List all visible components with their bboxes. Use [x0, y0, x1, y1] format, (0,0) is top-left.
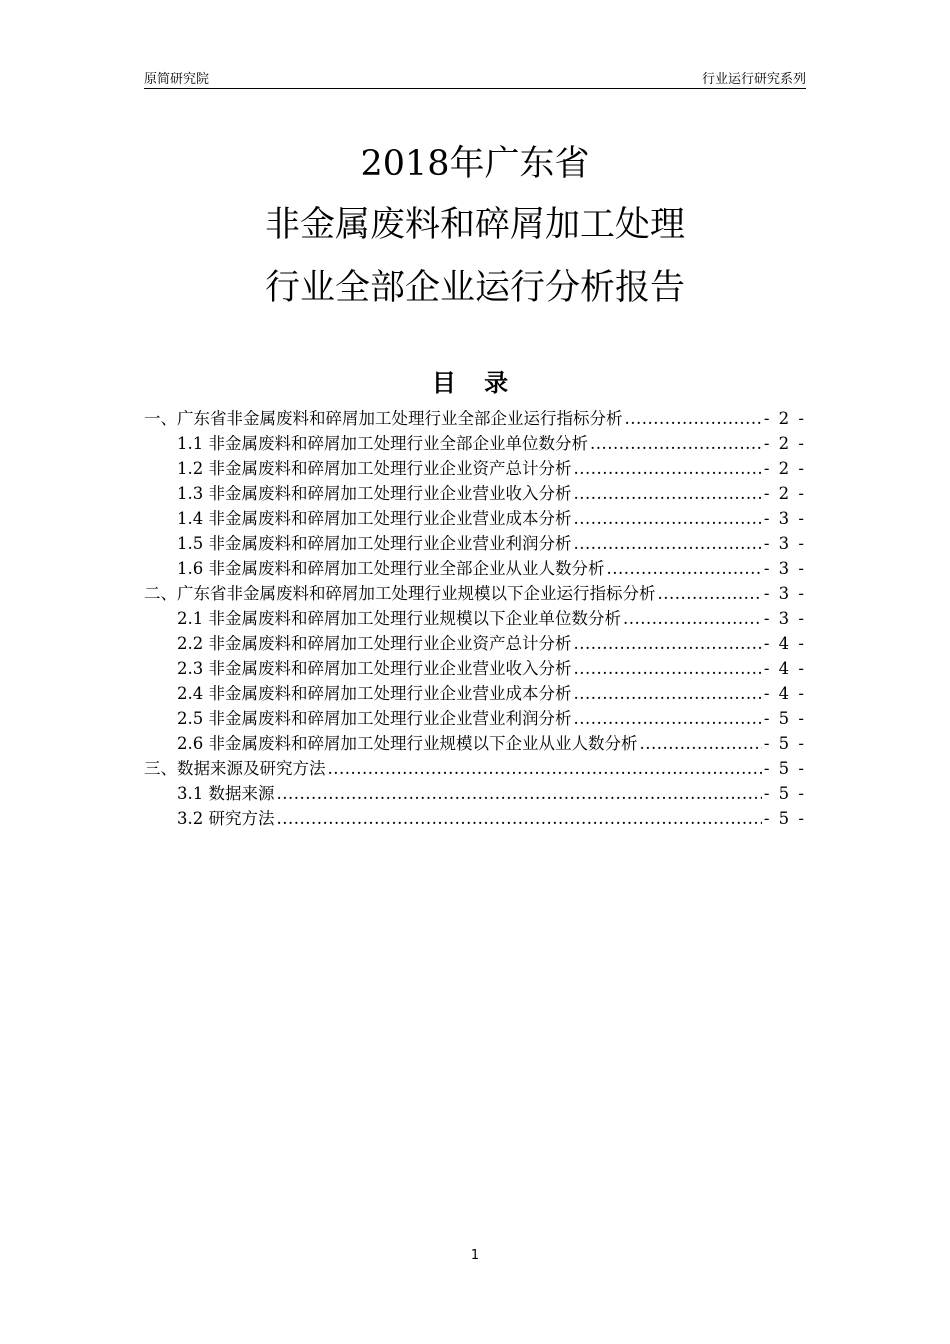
toc-entry[interactable]	[144, 506, 806, 531]
toc-entry[interactable]	[144, 731, 806, 756]
toc-entry-page: - 3 -	[763, 559, 806, 578]
toc-entry-page: - 4 -	[763, 634, 806, 653]
toc-entry-label: 2.4 非金属废料和碎屑加工处理行业企业营业成本分析	[177, 684, 572, 703]
page-header	[144, 66, 806, 89]
toc-entry-label: 1.3 非金属废料和碎屑加工处理行业企业营业收入分析	[177, 484, 572, 503]
toc-dot-leader	[574, 631, 762, 656]
toc-entry-label: 1.1 非金属废料和碎屑加工处理行业全部企业单位数分析	[177, 434, 588, 453]
toc-entry[interactable]	[144, 656, 806, 681]
toc-entry-page: - 3 -	[763, 609, 806, 628]
toc-dot-leader	[623, 606, 762, 631]
toc-entry[interactable]	[144, 806, 806, 831]
toc-entry-label: 1.4 非金属废料和碎屑加工处理行业企业营业成本分析	[177, 509, 572, 528]
toc-entry[interactable]	[144, 781, 806, 806]
toc-entry-label: 3.2 研究方法	[177, 809, 275, 828]
toc-entry-page: - 5 -	[763, 809, 806, 828]
report-title-line-2: 非金属废料和碎屑加工处理	[264, 205, 685, 245]
toc-entry-label: 2.5 非金属废料和碎屑加工处理行业企业营业利润分析	[177, 709, 572, 728]
toc-entry[interactable]	[144, 531, 806, 556]
toc-entry-page: - 3 -	[763, 584, 806, 603]
toc-dot-leader	[277, 806, 762, 831]
toc-entry-label: 3.1 数据来源	[177, 784, 275, 803]
toc-entry-page: - 5 -	[763, 759, 806, 778]
toc-entry[interactable]	[144, 606, 806, 631]
toc-entry[interactable]	[144, 756, 806, 781]
toc-dot-leader	[590, 431, 762, 456]
toc-entry[interactable]	[144, 681, 806, 706]
toc-entry-label: 1.6 非金属废料和碎屑加工处理行业全部企业从业人数分析	[177, 559, 605, 578]
toc-entry-label: 一、广东省非金属废料和碎屑加工处理行业全部企业运行指标分析	[144, 409, 623, 428]
header-org-name: 原简研究院	[144, 72, 210, 87]
toc-entry[interactable]	[144, 431, 806, 456]
toc-entry-page: - 3 -	[763, 509, 806, 528]
toc-dot-leader	[607, 556, 762, 581]
toc-dot-leader	[625, 406, 762, 431]
toc-entry-page: - 3 -	[763, 534, 806, 553]
toc-entry-label: 1.5 非金属废料和碎屑加工处理行业企业营业利润分析	[177, 534, 572, 553]
toc-entry-page: - 4 -	[763, 684, 806, 703]
toc-entry[interactable]	[144, 481, 806, 506]
toc-dot-leader	[277, 781, 762, 806]
toc-entry-page: - 4 -	[763, 659, 806, 678]
toc-dot-leader	[658, 581, 762, 606]
toc-entry-label: 1.2 非金属废料和碎屑加工处理行业企业资产总计分析	[177, 459, 572, 478]
toc-entry-label: 2.1 非金属废料和碎屑加工处理行业规模以下企业单位数分析	[177, 609, 621, 628]
report-title-line-3: 行业全部企业运行分析报告	[264, 268, 685, 308]
toc-heading: 目 录	[431, 369, 519, 397]
toc-entry[interactable]	[144, 406, 806, 431]
toc-entry-page: - 2 -	[763, 484, 806, 503]
toc-entry[interactable]	[144, 706, 806, 731]
toc-entry-page: - 2 -	[763, 459, 806, 478]
toc-entry-page: - 5 -	[763, 709, 806, 728]
report-title-line-1: 2018年广东省	[360, 144, 590, 184]
toc-entry-label: 2.2 非金属废料和碎屑加工处理行业企业资产总计分析	[177, 634, 572, 653]
toc-dot-leader	[640, 731, 762, 756]
toc-entry[interactable]	[144, 631, 806, 656]
toc-entry-page: - 2 -	[763, 434, 806, 453]
toc-entry-label: 2.3 非金属废料和碎屑加工处理行业企业营业收入分析	[177, 659, 572, 678]
toc-dot-leader	[574, 681, 762, 706]
toc-entry[interactable]	[144, 581, 806, 606]
header-series-name: 行业运行研究系列	[701, 72, 806, 87]
page-number: 1	[470, 1248, 480, 1263]
toc-dot-leader	[574, 481, 762, 506]
toc-dot-leader	[574, 506, 762, 531]
table-of-contents	[144, 406, 806, 831]
toc-entry-label: 2.6 非金属废料和碎屑加工处理行业规模以下企业从业人数分析	[177, 734, 638, 753]
toc-entry-label: 三、数据来源及研究方法	[144, 759, 326, 778]
toc-dot-leader	[574, 706, 762, 731]
toc-dot-leader	[328, 756, 762, 781]
toc-entry[interactable]	[144, 456, 806, 481]
toc-entry-page: - 2 -	[763, 409, 806, 428]
toc-dot-leader	[574, 656, 762, 681]
toc-entry-page: - 5 -	[763, 734, 806, 753]
toc-dot-leader	[574, 456, 762, 481]
toc-entry-label: 二、广东省非金属废料和碎屑加工处理行业规模以下企业运行指标分析	[144, 584, 656, 603]
toc-entry[interactable]	[144, 556, 806, 581]
toc-dot-leader	[574, 531, 762, 556]
toc-entry-page: - 5 -	[763, 784, 806, 803]
